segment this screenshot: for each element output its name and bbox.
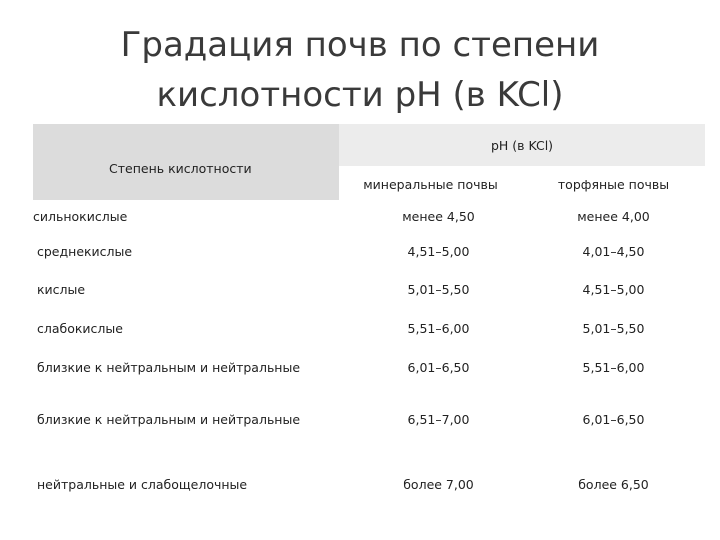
header-ph-group: pH (в KCl) [339, 124, 705, 166]
title-line-1: Градация почв по степени [120, 25, 600, 65]
mineral-value: более 7,00 [403, 476, 474, 492]
mineral-value: 6,51–7,00 [407, 411, 470, 427]
peat-value: 5,01–5,50 [582, 320, 645, 336]
table-row [33, 348, 705, 386]
header-mineral-soils: минеральные почвы [363, 176, 498, 192]
row-label: сильнокислые [33, 208, 128, 224]
mineral-value: менее 4,50 [402, 208, 475, 224]
table-row [33, 232, 705, 270]
mineral-value: 4,51–5,00 [407, 243, 470, 259]
table-row [33, 452, 705, 516]
table-row [33, 200, 705, 232]
mineral-value: 6,01–6,50 [407, 359, 470, 375]
title-line-2: кислотности pH (в KCl) [156, 75, 564, 115]
peat-value: 6,01–6,50 [582, 411, 645, 427]
table-row [33, 308, 705, 348]
header-acidity-degree-label: Степень кислотности [109, 160, 252, 176]
row-label: близкие к нейтральным и нейтральные [37, 411, 301, 427]
peat-value: 5,51–6,00 [582, 359, 645, 375]
table-row [33, 386, 705, 452]
header-acidity-degree [33, 124, 339, 200]
acidity-table [33, 124, 705, 516]
acidity-table-container [33, 124, 705, 516]
row-label: слабокислые [37, 320, 123, 336]
peat-value: более 6,50 [578, 476, 649, 492]
peat-value: менее 4,00 [577, 208, 650, 224]
row-label: нейтральные и слабощелочные [37, 476, 248, 492]
row-label: среднекислые [37, 243, 133, 259]
table-row [33, 270, 705, 308]
mineral-value: 5,01–5,50 [407, 281, 470, 297]
header-peat-soils: торфяные почвы [557, 176, 670, 192]
row-label: кислые [37, 281, 86, 297]
mineral-value: 5,51–6,00 [407, 320, 470, 336]
peat-value: 4,51–5,00 [582, 281, 645, 297]
row-label: близкие к нейтральным и нейтральные [37, 359, 301, 375]
slide-title [0, 20, 720, 120]
peat-value: 4,01–4,50 [582, 243, 645, 259]
